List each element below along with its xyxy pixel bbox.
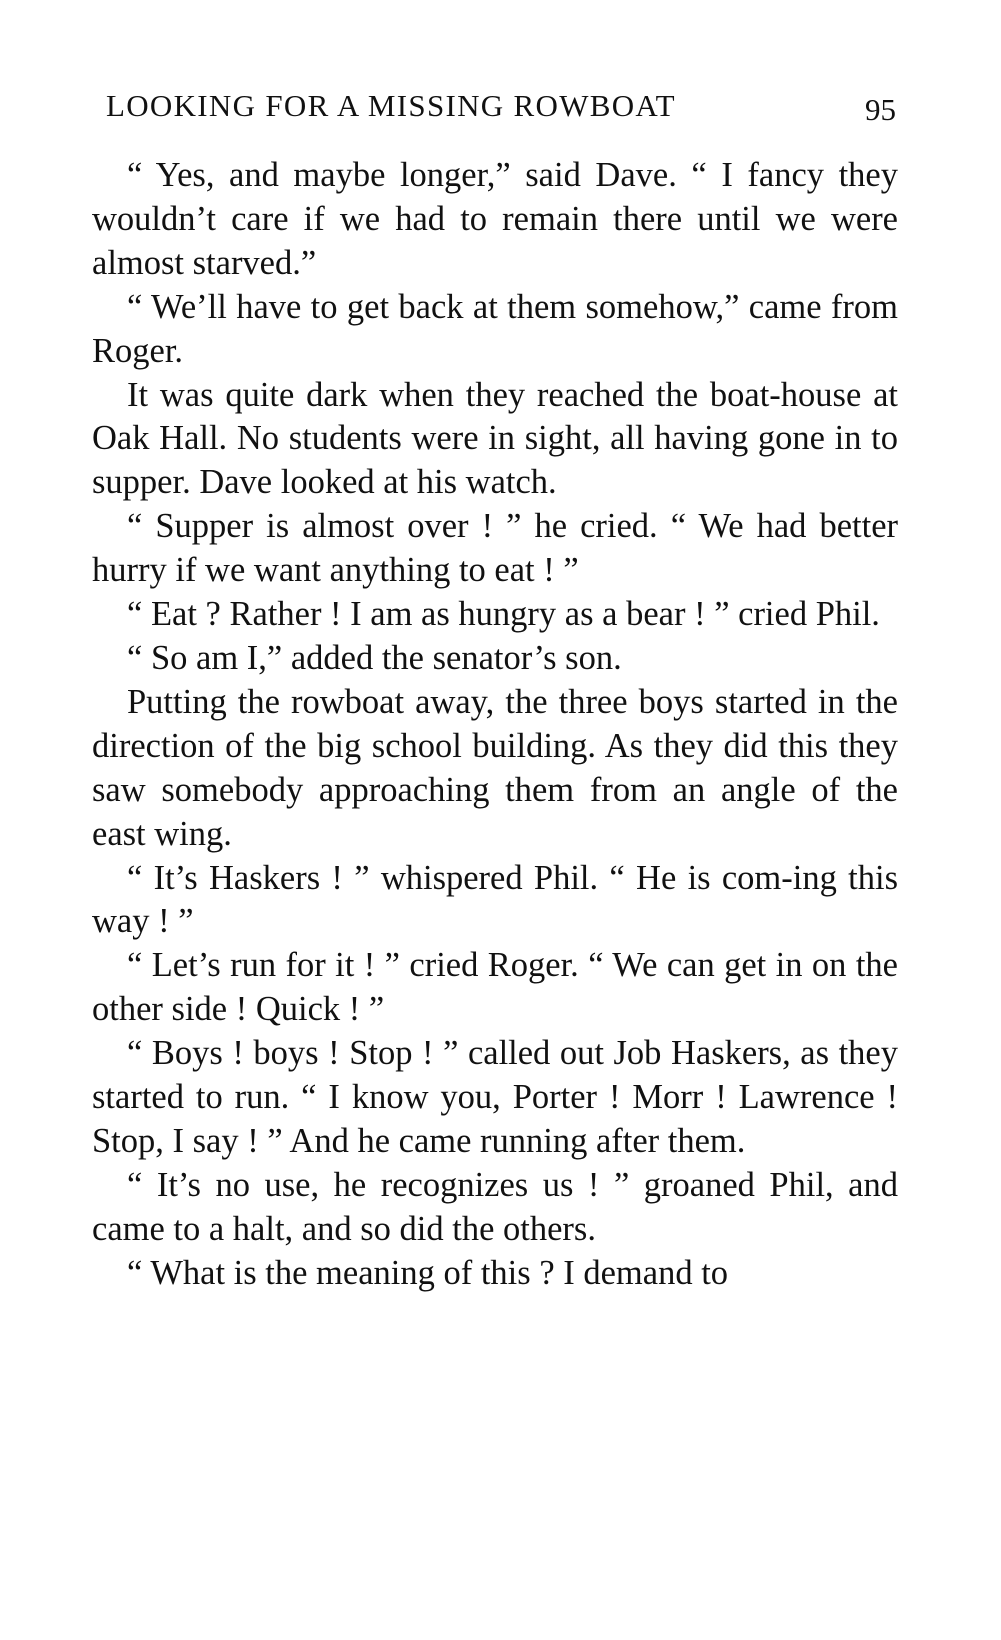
body-text bbox=[92, 154, 898, 1296]
running-title: LOOKING FOR A MISSING ROWBOAT bbox=[106, 88, 676, 123]
paragraph: “ We’ll have to get back at them somehow,” came from Roger. bbox=[92, 287, 898, 370]
paragraph: “ So am I,” added the senator’s son. bbox=[127, 638, 622, 677]
paragraph: “ It’s Haskers ! ” whispered Phil. “ He is com-ing this way ! ” bbox=[92, 858, 898, 941]
running-head bbox=[106, 88, 896, 132]
page-number: 95 bbox=[865, 92, 896, 127]
paragraph: “ Let’s run for it ! ” cried Roger. “ We can get in on the other side ! Quick ! ” bbox=[92, 946, 898, 1029]
paragraph: “ Boys ! boys ! Stop ! ” called out Job Haskers, as they started to run. “ I know you, Porter ! Morr ! Lawrence ! Stop, I say ! ” And he came running after them. bbox=[92, 1034, 898, 1160]
paragraph: “ What is the meaning of this ? I demand to bbox=[127, 1253, 729, 1292]
paragraph: Putting the rowboat away, the three boys started in the direction of the big school building. As they did this they saw somebody approaching them from an angle of the east wing. bbox=[92, 682, 898, 853]
paragraph: It was quite dark when they reached the boat-house at Oak Hall. No students were in sight, all having gone in to supper. Dave looked at his watch. bbox=[92, 375, 898, 502]
paragraph: “ Yes, and maybe longer,” said Dave. “ I fancy they wouldn’t care if we had to remain there until we were almost starved.” bbox=[92, 156, 898, 282]
paragraph: “ It’s no use, he recognizes us ! ” groaned Phil, and came to a halt, and so did the others. bbox=[92, 1165, 898, 1248]
paragraph: “ Supper is almost over ! ” he cried. “ We had better hurry if we want anything to eat ! ” bbox=[92, 507, 898, 590]
paragraph: “ Eat ? Rather ! I am as hungry as a bear ! ” cried Phil. bbox=[127, 595, 880, 634]
